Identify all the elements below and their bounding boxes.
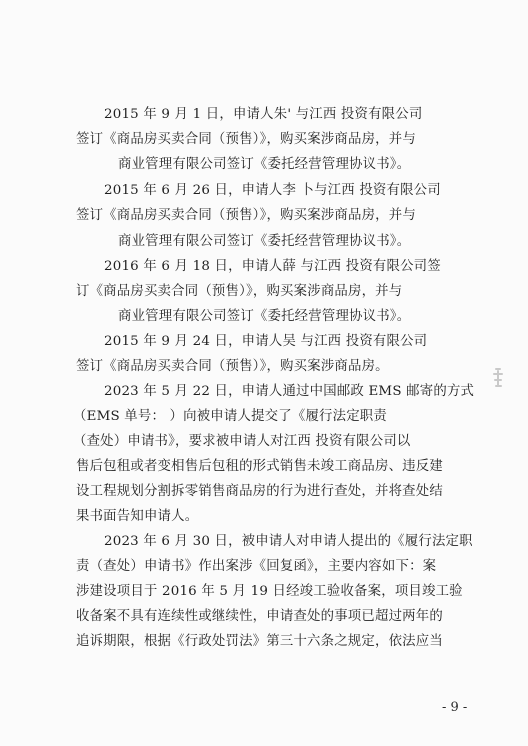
text-line: 2015 年 9 月 1 日，申请人朱' 与江西 投资有限公司 <box>104 107 423 122</box>
text-line: 订《商品房买卖合同（预售）》，购买案涉商品房，并与 <box>76 284 403 299</box>
text-line: 签订《商品房买卖合同（预售）》，购买案涉商品房，并与 <box>76 208 416 223</box>
text-line: （EMS 单号： ）向被申请人提交了《履行法定职责 <box>73 409 387 424</box>
text-line: 涉建设项目于 2016 年 5 月 19 日经竣工验收备案，项目竣工验 <box>76 584 463 599</box>
page-number: - 9 - <box>442 700 468 715</box>
text-line: 收备案不具有连续性或继续性，申请查处的事项已超过两年的 <box>76 609 443 624</box>
text-line: （查处）申请书》，要求被申请人对江西 投资有限公司以 <box>73 434 411 449</box>
text-line: 2016 年 6 月 18 日，申请人薛 与江西 投资有限公司签 <box>104 259 441 274</box>
text-line: 2023 年 5 月 22 日，申请人通过中国邮政 EMS 邮寄的方式 <box>104 384 475 399</box>
text-line: 果书面告知申请人。 <box>76 509 199 524</box>
text-line: 追诉期限，根据《行政处罚法》第三十六条之规定，依法应当 <box>76 634 443 649</box>
text-line: 2015 年 9 月 24 日，申请人吴 与江西 投资有限公司 <box>104 334 428 349</box>
text-line: 2023 年 6 月 30 日，被申请人对申请人提出的《履行法定职 <box>104 534 473 549</box>
text-line: 商业管理有限公司签订《委托经营管理协议书》。 <box>118 309 411 324</box>
text-line: 责（查处）申请书》作出案涉《回复函》，主要内容如下：案 <box>76 559 437 574</box>
faint-seal-mark <box>493 368 505 390</box>
text-line: 商业管理有限公司签订《委托经营管理协议书》。 <box>118 157 411 172</box>
text-line: 签订《商品房买卖合同（预售）》，购买案涉商品房。 <box>76 359 389 374</box>
text-line: 签订《商品房买卖合同（预售）》，购买案涉商品房，并与 <box>76 132 416 147</box>
text-line: 设工程规划分割拆零销售商品房的行为进行查处，并将查处结 <box>76 484 443 499</box>
text-line: 售后包租或者变相售后包租的形式销售未竣工商品房、违反建 <box>76 459 443 474</box>
text-line: 商业管理有限公司签订《委托经营管理协议书》。 <box>118 234 411 249</box>
text-line: 2015 年 6 月 26 日，申请人李 卜与江西 投资有限公司 <box>104 183 441 198</box>
